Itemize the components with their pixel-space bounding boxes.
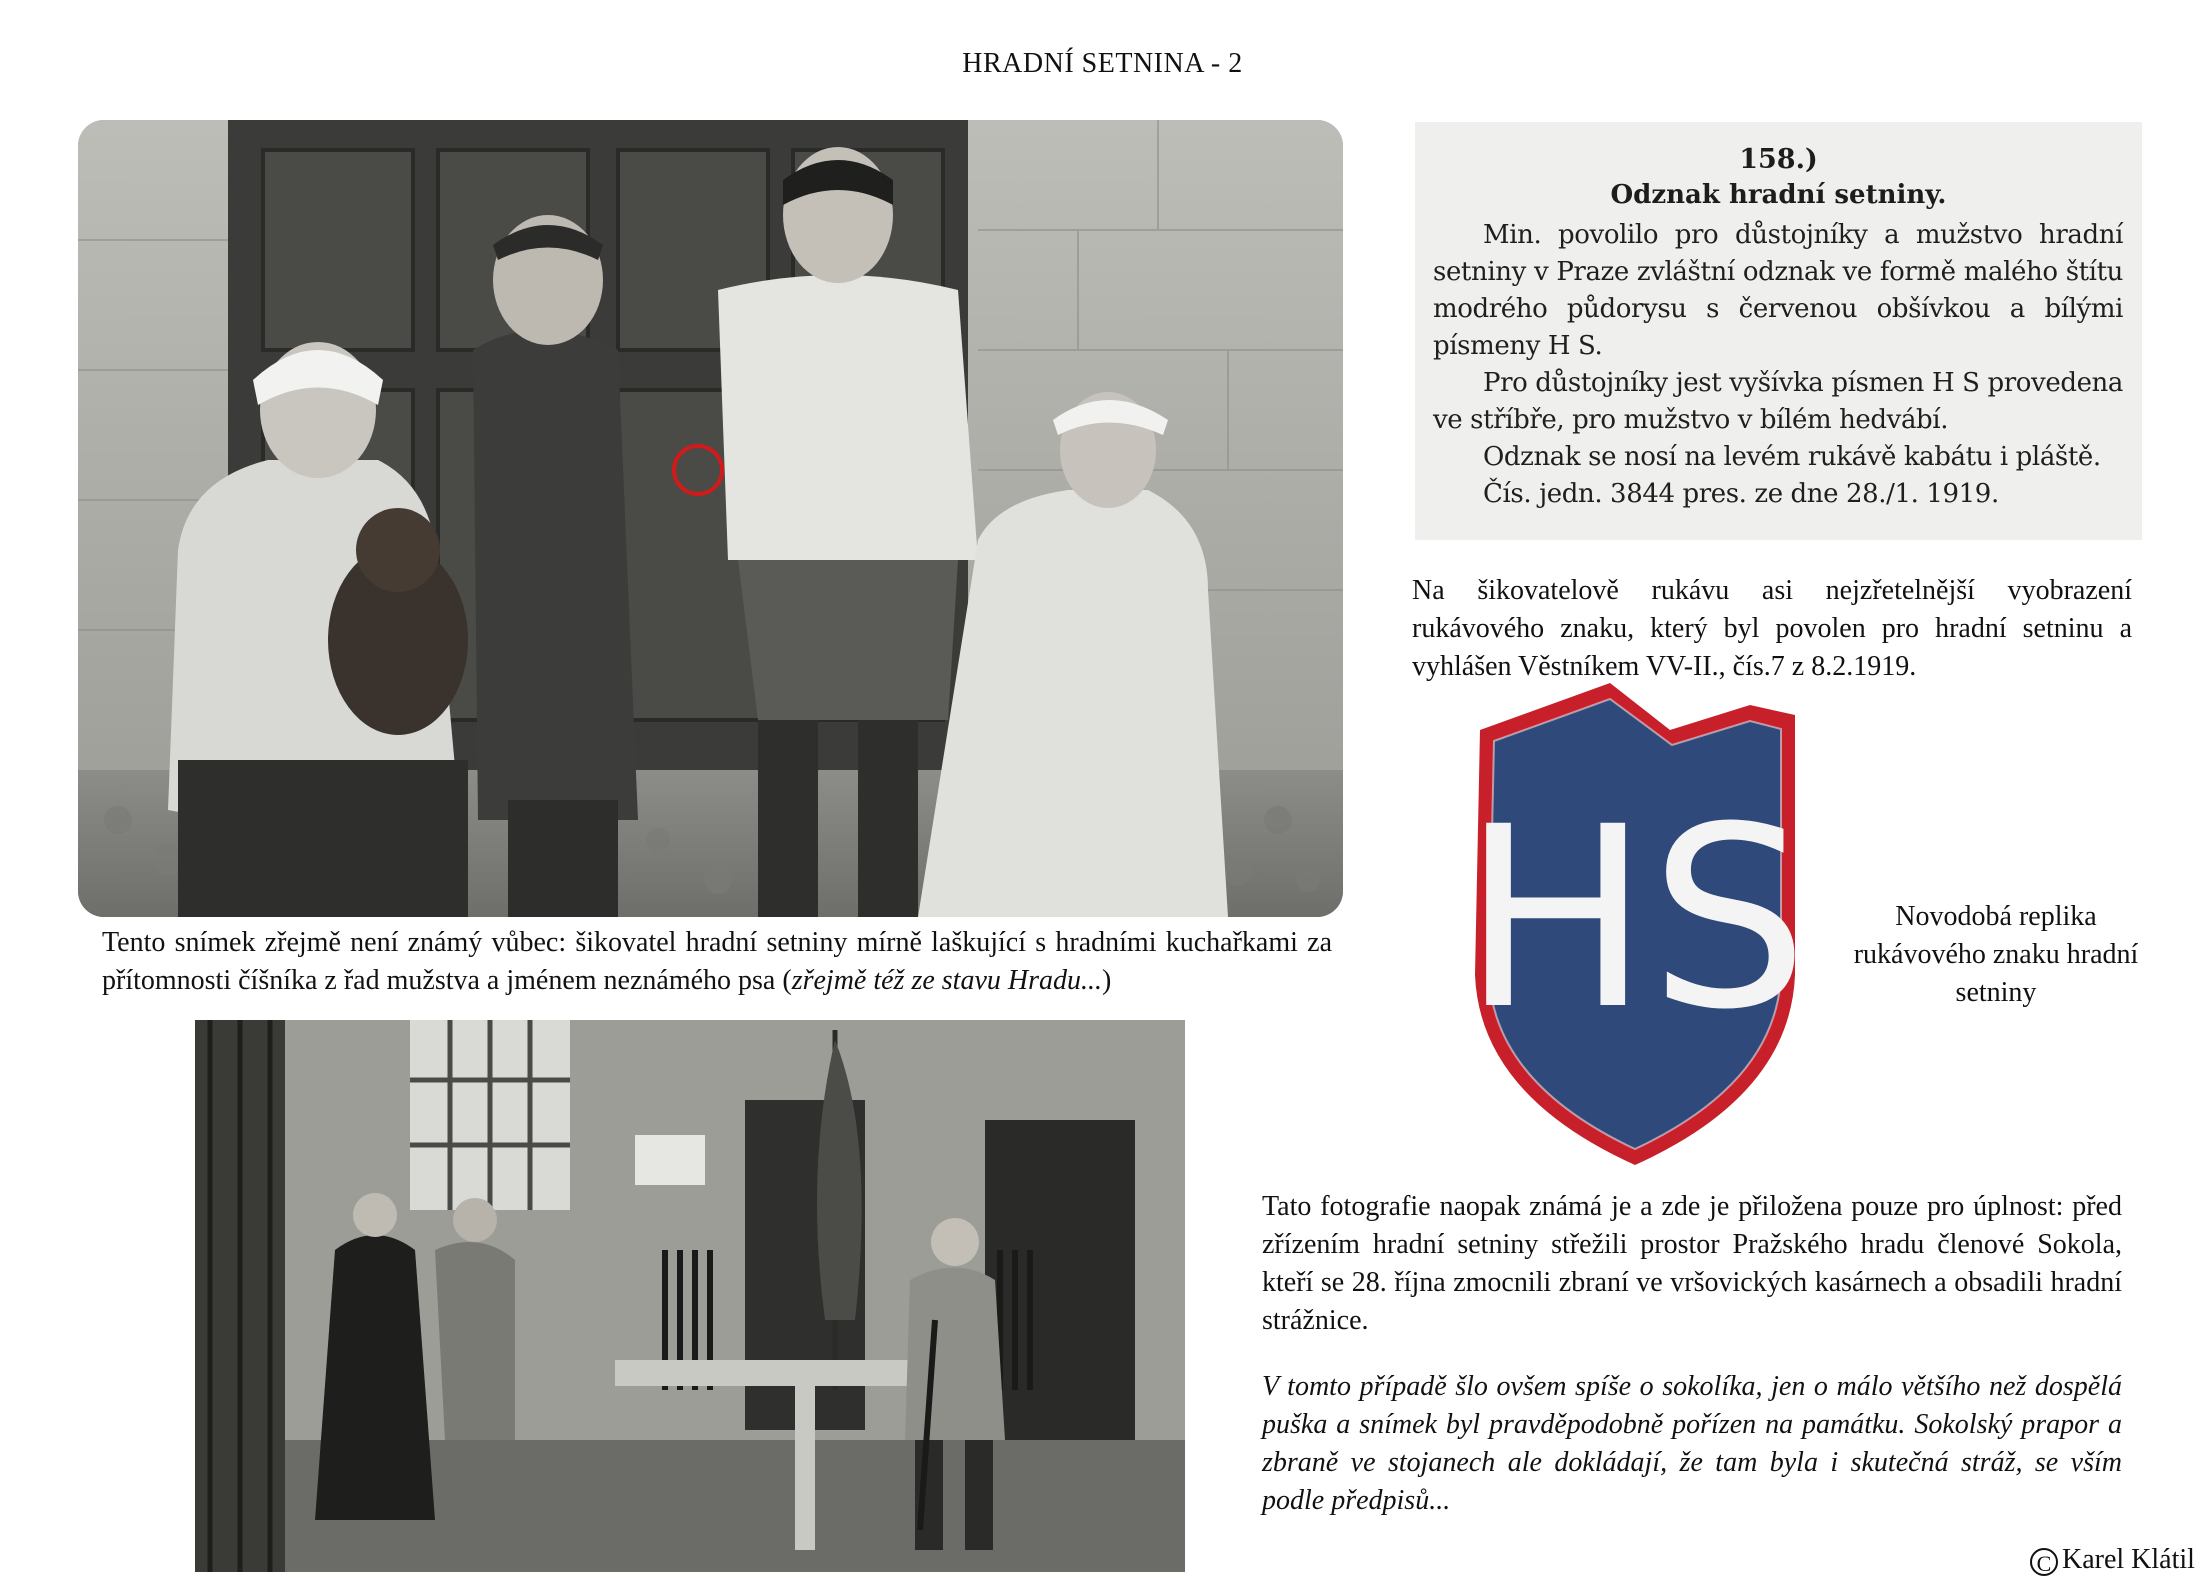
newspaper-clipping xyxy=(1415,122,2142,540)
caption-text: Tento snímek zřejmě není známý vůbec: šikovatel hradní setniny mírně laškující s hradními kuchařkami za přítomnosti číšníka z řad mužstva a jménem neznámého psa ( xyxy=(102,927,1332,996)
copyright-symbol: C xyxy=(2030,1548,2058,1576)
group-photo-caption xyxy=(102,924,1332,1000)
sleeve-badge-caption: Na šikovatelově rukávu asi nejzřetelnější vyobrazení rukávového znaku, který byl povolen pro hradní setninu a vyhlášen Věstníkem VV-II., čís.7 z 8.2.1919. xyxy=(1412,575,2132,682)
sokol-guard-photo xyxy=(195,1020,1185,1572)
hs-patch xyxy=(1460,675,1810,1175)
caption-text-end: ) xyxy=(1101,965,1112,996)
clipping-heading: Odznak hradní setniny. xyxy=(1610,180,1947,210)
clipping-paragraph: Pro důstojníky jest vyšívka písmen H S provedena ve stříbře, pro mužstvo v bílém hedvábí. xyxy=(1433,368,2123,435)
clipping-paragraph: Čís. jedn. 3844 pres. ze dne 28./1. 1919. xyxy=(1483,479,1999,509)
sokol-photo-caption: Tato fotografie naopak známá je a zde je přiložena pouze pro úplnost: před zřízením hradní setniny střežili prostor Pražského hradu členové Sokola, kteří se 28. října zmocnili zbraní ve vršovických kasárnech a obsadili hradní strážnice. xyxy=(1262,1191,2122,1336)
hs-patch-letters: HS xyxy=(1461,773,1809,1064)
group-photo xyxy=(78,120,1343,917)
clipping-paragraph: Min. povolilo pro důstojníky a mužstvo hradní setniny v Praze zvláštní odznak ve formě malého štítu modrého půdorysu s červenou obšívkou a bílými písmeny H S. xyxy=(1433,220,2123,361)
caption-italic: zřejmě též ze stavu Hradu... xyxy=(791,965,1102,996)
page-title: HRADNÍ SETNINA - 2 xyxy=(962,48,1243,79)
copyright-notice xyxy=(2030,1544,2200,1576)
group-photo-image xyxy=(78,120,1343,917)
copyright-author: Karel Klátil xyxy=(2062,1544,2195,1575)
patch-caption: Novodobá replika rukávového znaku hradní setniny xyxy=(1853,901,2139,1008)
sokol-guard-photo-image xyxy=(195,1020,1185,1572)
clipping-paragraph: Odznak se nosí na levém rukávě kabátu i pláště. xyxy=(1483,442,2101,472)
hs-patch-image xyxy=(1460,675,1810,1175)
sokol-photo-note: V tomto případě šlo ovšem spíše o sokolíka, jen o málo většího než dospělá puška a snímek byl pravděpodobně pořízen na památku. Sokolský prapor a zbraně ve stojanech ale dokládají, že tam byla i skutečná stráž, se vším podle předpisů... xyxy=(1262,1371,2122,1516)
clipping-body xyxy=(1433,217,2123,513)
clipping-number: 158.) xyxy=(1739,144,1818,175)
